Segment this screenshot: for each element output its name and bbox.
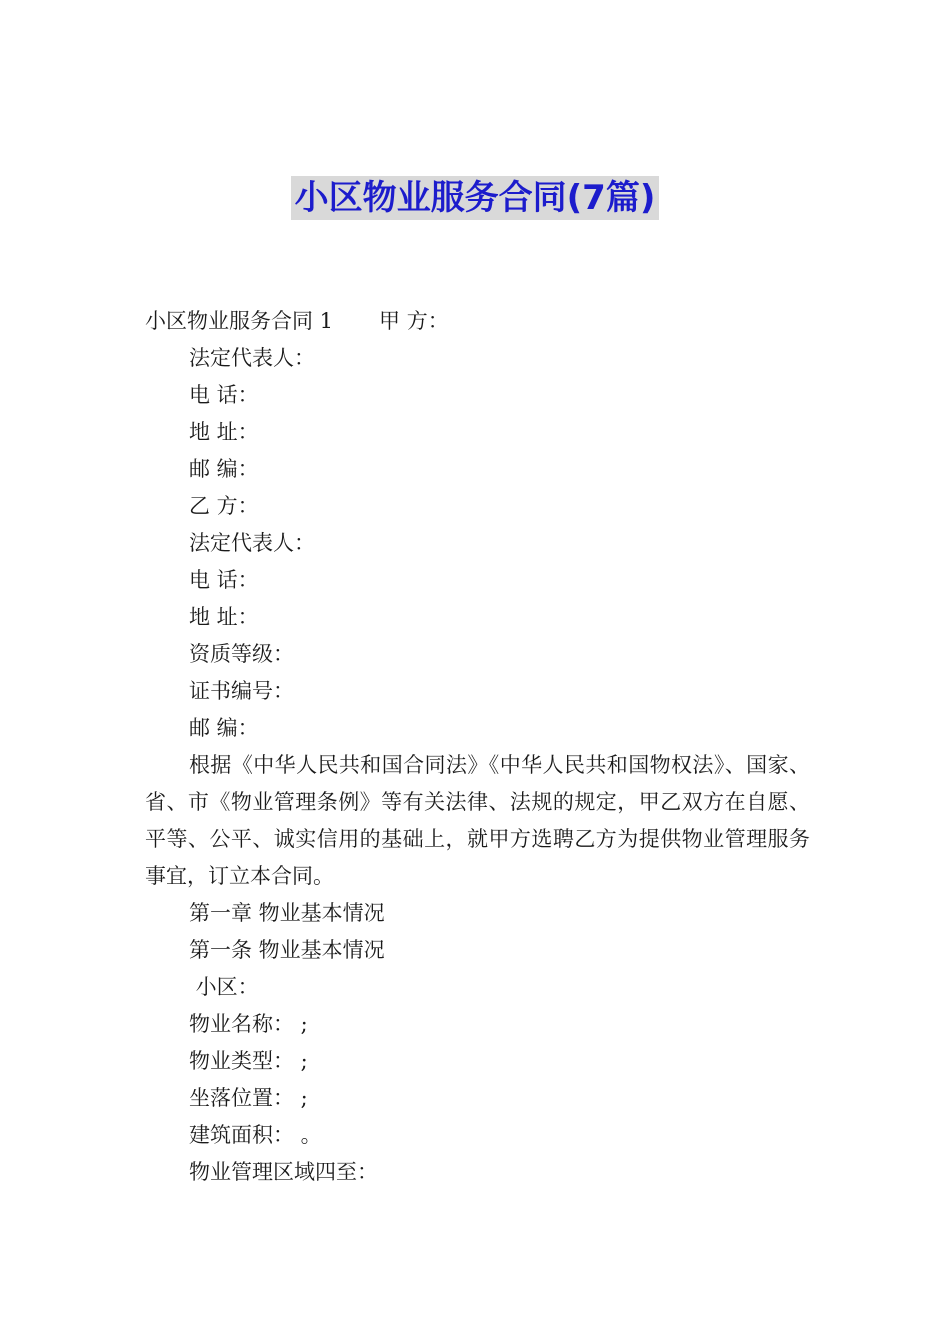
field-certificate-b: 证书编号： bbox=[189, 679, 294, 703]
field-legal-rep-b: 法定代表人： bbox=[189, 531, 315, 555]
field-building-area: 建筑面积： 。 bbox=[189, 1123, 322, 1147]
field-boundaries: 物业管理区域四至： bbox=[189, 1160, 378, 1184]
contract-heading: 小区物业服务合同 1 bbox=[145, 309, 334, 333]
field-location: 坐落位置： ; bbox=[189, 1086, 308, 1110]
field-property-type: 物业类型： ; bbox=[189, 1049, 308, 1073]
preamble-paragraph: 根据《中华人民共和国合同法》《中华人民共和国物权法》、国家、省、市《物业管理条例》等有关法律、法规的规定，甲乙双方在自愿、平等、公平、诚实信用的基础上，就甲方选聘乙方为提供物业管理服务事宜，订立本合同。 bbox=[145, 753, 810, 888]
party-a-label: 甲 方： bbox=[379, 309, 449, 333]
field-legal-rep-a: 法定代表人： bbox=[189, 346, 315, 370]
field-qualification-b: 资质等级： bbox=[189, 642, 294, 666]
field-postcode-b: 邮 编： bbox=[189, 716, 259, 740]
title-wrap bbox=[0, 176, 950, 220]
field-community: 小区： bbox=[189, 975, 259, 999]
field-property-name: 物业名称： ; bbox=[189, 1012, 308, 1036]
field-address-a: 地 址： bbox=[189, 420, 259, 444]
chapter-heading: 第一章 物业基本情况 bbox=[189, 901, 385, 925]
document-body bbox=[145, 303, 810, 1191]
field-postcode-a: 邮 编： bbox=[189, 457, 259, 481]
field-address-b: 地 址： bbox=[189, 605, 259, 629]
field-phone-a: 电 话： bbox=[189, 383, 259, 407]
field-phone-b: 电 话： bbox=[189, 568, 259, 592]
party-b-label: 乙 方： bbox=[189, 494, 259, 518]
document-title: 小区物业服务合同(7篇) bbox=[291, 176, 660, 220]
contract-heading-line bbox=[145, 303, 810, 340]
article-heading: 第一条 物业基本情况 bbox=[189, 938, 385, 962]
